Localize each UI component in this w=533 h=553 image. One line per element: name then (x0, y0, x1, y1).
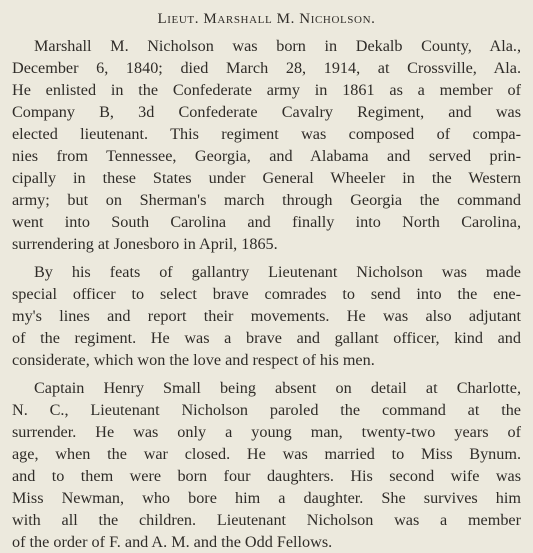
text-line: N. C., Lieutenant Nicholson paroled the command at the (12, 401, 521, 419)
text-line: surrendering at Jonesboro in April, 1865. (12, 235, 278, 253)
text-line: of the order of F. and A. M. and the Odd Fellows. (12, 533, 333, 551)
text-line: Captain Henry Small being absent on detail at Charlotte, (34, 379, 521, 397)
text-line: Company B, 3d Confederate Cavalry Regiment, and was (12, 103, 521, 121)
text-line: nies from Tennessee, Georgia, and Alabama and served prin- (12, 147, 521, 165)
text-line: and to them were born four daughters. His second wife was (12, 467, 521, 485)
text-line: He enlisted in the Confederate army in 1861 as a member of (12, 81, 521, 99)
text-line: went into South Carolina and finally into North Carolina, (12, 213, 521, 231)
text-line: Marshall M. Nicholson was born in Dekalb County, Ala., (34, 37, 521, 55)
text-line: special officer to select brave comrades to send into the ene- (12, 285, 521, 303)
paragraph-1 (12, 35, 521, 255)
text-line: Miss Newman, who bore him a daughter. She survives him (12, 489, 521, 507)
text-line: with all the children. Lieutenant Nicholson was a member (12, 511, 521, 529)
text-line: my's lines and report their movements. He was also adjutant (12, 307, 521, 325)
text-line: By his feats of gallantry Lieutenant Nicholson was made (34, 263, 521, 281)
text-line: age, when the war closed. He was married to Miss Bynum. (12, 445, 521, 463)
paragraph-2 (12, 261, 521, 371)
text-line: cipally in these States under General Wheeler in the Western (12, 169, 521, 187)
text-line: elected lieutenant. This regiment was composed of compa- (12, 125, 521, 143)
text-line: December 6, 1840; died March 28, 1914, at Crossville, Ala. (12, 59, 521, 77)
text-line: army; but on Sherman's march through Georgia the command (12, 191, 521, 209)
paragraph-3 (12, 377, 521, 553)
text-line: of the regiment. He was a brave and gallant officer, kind and (12, 329, 521, 347)
article-title: Lieut. Marshall M. Nicholson. (157, 11, 376, 27)
text-line: surrender. He was only a young man, twenty-two years of (12, 423, 521, 441)
text-line: considerate, which won the love and respect of his men. (12, 351, 375, 369)
